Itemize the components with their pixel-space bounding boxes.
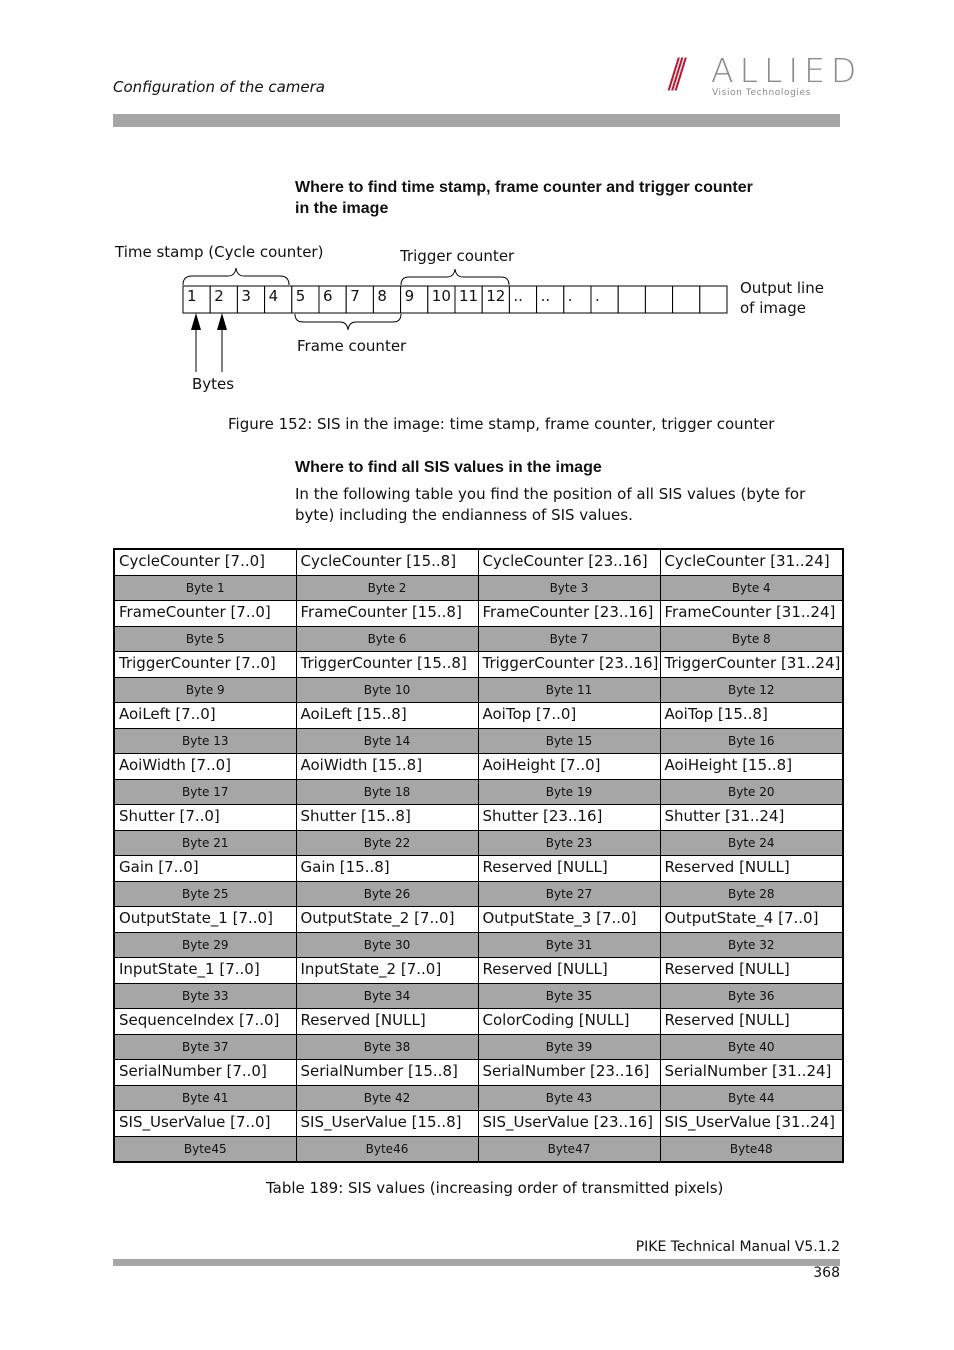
table-cell-field: AoiWidth [7..0] bbox=[114, 754, 296, 780]
table-cell-byte: Byte 22 bbox=[296, 831, 478, 856]
sis-table-body bbox=[114, 549, 843, 1162]
table-cell-field: AoiTop [7..0] bbox=[478, 703, 660, 729]
table-cell-byte: Byte 8 bbox=[660, 627, 843, 652]
table-row-names bbox=[114, 1111, 843, 1137]
table-cell-field: Reserved [NULL] bbox=[478, 958, 660, 984]
table-row-bytes bbox=[114, 831, 843, 856]
table-row-bytes bbox=[114, 1086, 843, 1111]
table-row-names bbox=[114, 703, 843, 729]
table-cell-byte: Byte 10 bbox=[296, 678, 478, 703]
table-cell-byte: Byte 39 bbox=[478, 1035, 660, 1060]
table-cell-field: Shutter [23..16] bbox=[478, 805, 660, 831]
diagram-cell-label: 11 bbox=[459, 287, 479, 305]
table-row-names bbox=[114, 907, 843, 933]
diagram-cell-label: .. bbox=[540, 287, 551, 305]
table-cell-field: SIS_UserValue [7..0] bbox=[114, 1111, 296, 1137]
table-cell-byte: Byte 16 bbox=[660, 729, 843, 754]
table-cell-field: FrameCounter [15..8] bbox=[296, 601, 478, 627]
table-cell-byte: Byte 37 bbox=[114, 1035, 296, 1060]
table-row-bytes bbox=[114, 933, 843, 958]
table-cell-field: CycleCounter [7..0] bbox=[114, 549, 296, 576]
table-cell-field: OutputState_4 [7..0] bbox=[660, 907, 843, 933]
table-cell-field: CycleCounter [31..24] bbox=[660, 549, 843, 576]
table-row-bytes bbox=[114, 678, 843, 703]
table-row-names bbox=[114, 652, 843, 678]
table-cell-byte: Byte 35 bbox=[478, 984, 660, 1009]
diagram-cells bbox=[183, 286, 727, 313]
table-cell-field: SIS_UserValue [23..16] bbox=[478, 1111, 660, 1137]
header-section-title: Configuration of the camera bbox=[113, 78, 325, 96]
table-cell-field: CycleCounter [15..8] bbox=[296, 549, 478, 576]
label-output-line-1: Output line bbox=[740, 279, 824, 297]
table-cell-byte: Byte 13 bbox=[114, 729, 296, 754]
diagram-cell bbox=[673, 286, 700, 313]
table-cell-field: Reserved [NULL] bbox=[660, 1009, 843, 1035]
table-cell-field: Shutter [15..8] bbox=[296, 805, 478, 831]
diagram-cell-label: 2 bbox=[214, 287, 224, 305]
table-cell-byte: Byte 20 bbox=[660, 780, 843, 805]
table-cell-field: Reserved [NULL] bbox=[660, 856, 843, 882]
table-cell-field: AoiWidth [15..8] bbox=[296, 754, 478, 780]
table-cell-byte: Byte 42 bbox=[296, 1086, 478, 1111]
table-cell-byte: Byte45 bbox=[114, 1137, 296, 1163]
table-cell-byte: Byte 1 bbox=[114, 576, 296, 601]
table-row-names bbox=[114, 754, 843, 780]
table-cell-field: OutputState_2 [7..0] bbox=[296, 907, 478, 933]
footer-divider bbox=[113, 1259, 840, 1266]
table-cell-field: SerialNumber [15..8] bbox=[296, 1060, 478, 1086]
table-cell-byte: Byte 41 bbox=[114, 1086, 296, 1111]
table-row-bytes bbox=[114, 1137, 843, 1163]
diagram-cell-label: . bbox=[567, 287, 573, 305]
table-cell-byte: Byte 36 bbox=[660, 984, 843, 1009]
table-row-names bbox=[114, 549, 843, 576]
figure-caption: Figure 152: SIS in the image: time stamp, frame counter, trigger counter bbox=[228, 415, 775, 433]
diagram-cell-label: 3 bbox=[241, 287, 251, 305]
label-frame-counter: Frame counter bbox=[297, 337, 407, 355]
table-row-names bbox=[114, 1060, 843, 1086]
diagram-cell-label: 8 bbox=[377, 287, 387, 305]
diagram-cell-label: 12 bbox=[486, 287, 506, 305]
table-cell-field: AoiHeight [7..0] bbox=[478, 754, 660, 780]
table-cell-field: OutputState_1 [7..0] bbox=[114, 907, 296, 933]
arrow-byte-1-head bbox=[191, 313, 201, 330]
table-row-bytes bbox=[114, 576, 843, 601]
table-cell-field: ColorCoding [NULL] bbox=[478, 1009, 660, 1035]
logo-subtitle: Vision Technologies bbox=[712, 88, 811, 98]
table-cell-byte: Byte46 bbox=[296, 1137, 478, 1163]
table-cell-byte: Byte 12 bbox=[660, 678, 843, 703]
table-cell-field: AoiLeft [7..0] bbox=[114, 703, 296, 729]
label-time-stamp: Time stamp (Cycle counter) bbox=[115, 243, 324, 261]
brace-time-stamp bbox=[183, 268, 289, 285]
diagram-cell bbox=[700, 286, 727, 313]
table-cell-byte: Byte47 bbox=[478, 1137, 660, 1163]
table-cell-field: AoiLeft [15..8] bbox=[296, 703, 478, 729]
table-cell-field: Shutter [7..0] bbox=[114, 805, 296, 831]
diagram-cell-label: 7 bbox=[350, 287, 360, 305]
table-caption: Table 189: SIS values (increasing order of transmitted pixels) bbox=[266, 1179, 724, 1197]
table-row-bytes bbox=[114, 882, 843, 907]
table-row-names bbox=[114, 856, 843, 882]
table-row-bytes bbox=[114, 1035, 843, 1060]
table-cell-field: SerialNumber [23..16] bbox=[478, 1060, 660, 1086]
diagram-cell-label: 5 bbox=[295, 287, 306, 305]
table-cell-byte: Byte 23 bbox=[478, 831, 660, 856]
table-cell-byte: Byte 29 bbox=[114, 933, 296, 958]
section-heading-sis-values: Where to find all SIS values in the image bbox=[295, 459, 602, 476]
section-heading-line-2: in the image bbox=[295, 200, 389, 217]
diagram-cell bbox=[645, 286, 672, 313]
table-cell-field: Gain [7..0] bbox=[114, 856, 296, 882]
label-output-line-2: of image bbox=[740, 299, 806, 317]
table-row-bytes bbox=[114, 780, 843, 805]
section-heading-line-1: Where to find time stamp, frame counter and trigger counter bbox=[295, 179, 753, 196]
footer-page-number: 368 bbox=[813, 1265, 840, 1281]
table-cell-byte: Byte 17 bbox=[114, 780, 296, 805]
table-cell-byte: Byte 40 bbox=[660, 1035, 843, 1060]
table-cell-byte: Byte 19 bbox=[478, 780, 660, 805]
table-row-bytes bbox=[114, 729, 843, 754]
table-cell-byte: Byte 43 bbox=[478, 1086, 660, 1111]
table-cell-byte: Byte 7 bbox=[478, 627, 660, 652]
table-cell-byte: Byte48 bbox=[660, 1137, 843, 1163]
table-cell-field: SequenceIndex [7..0] bbox=[114, 1009, 296, 1035]
table-cell-field: InputState_1 [7..0] bbox=[114, 958, 296, 984]
sis-values-table bbox=[113, 548, 844, 1163]
table-cell-byte: Byte 30 bbox=[296, 933, 478, 958]
table-cell-byte: Byte 26 bbox=[296, 882, 478, 907]
table-row-names bbox=[114, 601, 843, 627]
table-row-names bbox=[114, 805, 843, 831]
table-cell-field: SIS_UserValue [31..24] bbox=[660, 1111, 843, 1137]
table-cell-field: TriggerCounter [23..16] bbox=[478, 652, 660, 678]
table-cell-field: OutputState_3 [7..0] bbox=[478, 907, 660, 933]
table-cell-byte: Byte 27 bbox=[478, 882, 660, 907]
table-cell-byte: Byte 24 bbox=[660, 831, 843, 856]
table-cell-field: Gain [15..8] bbox=[296, 856, 478, 882]
table-cell-byte: Byte 9 bbox=[114, 678, 296, 703]
table-cell-field: AoiHeight [15..8] bbox=[660, 754, 843, 780]
table-cell-byte: Byte 11 bbox=[478, 678, 660, 703]
table-row-bytes bbox=[114, 627, 843, 652]
diagram-cell-label: 9 bbox=[404, 287, 415, 305]
logo-slashes: /// bbox=[667, 51, 678, 97]
brace-frame-counter bbox=[295, 314, 401, 330]
table-cell-field: Reserved [NULL] bbox=[296, 1009, 478, 1035]
diagram-cell-label: 10 bbox=[431, 287, 451, 305]
table-cell-byte: Byte 21 bbox=[114, 831, 296, 856]
table-cell-field: FrameCounter [23..16] bbox=[478, 601, 660, 627]
table-cell-byte: Byte 31 bbox=[478, 933, 660, 958]
label-bytes: Bytes bbox=[192, 375, 235, 393]
table-cell-field: InputState_2 [7..0] bbox=[296, 958, 478, 984]
table-cell-field: FrameCounter [31..24] bbox=[660, 601, 843, 627]
table-cell-byte: Byte 15 bbox=[478, 729, 660, 754]
table-row-names bbox=[114, 1009, 843, 1035]
table-cell-byte: Byte 3 bbox=[478, 576, 660, 601]
table-cell-byte: Byte 6 bbox=[296, 627, 478, 652]
brace-trigger-counter bbox=[401, 269, 509, 285]
table-cell-byte: Byte 28 bbox=[660, 882, 843, 907]
table-cell-field: TriggerCounter [15..8] bbox=[296, 652, 478, 678]
diagram-cell-label: 1 bbox=[187, 287, 197, 305]
table-cell-field: AoiTop [15..8] bbox=[660, 703, 843, 729]
diagram-cell-label: 4 bbox=[268, 287, 279, 305]
table-cell-field: SerialNumber [31..24] bbox=[660, 1060, 843, 1086]
section-body-text: In the following table you find the position of all SIS values (byte for byte) including the endianness of SIS values. bbox=[295, 485, 806, 524]
label-trigger-counter: Trigger counter bbox=[400, 247, 515, 265]
label-output-line bbox=[740, 278, 824, 318]
table-cell-byte: Byte 18 bbox=[296, 780, 478, 805]
table-cell-byte: Byte 5 bbox=[114, 627, 296, 652]
table-cell-field: Reserved [NULL] bbox=[478, 856, 660, 882]
table-cell-byte: Byte 14 bbox=[296, 729, 478, 754]
table-cell-field: FrameCounter [7..0] bbox=[114, 601, 296, 627]
table-cell-field: Shutter [31..24] bbox=[660, 805, 843, 831]
table-cell-field: SIS_UserValue [15..8] bbox=[296, 1111, 478, 1137]
footer-manual-title: PIKE Technical Manual V5.1.2 bbox=[635, 1239, 840, 1255]
table-cell-byte: Byte 33 bbox=[114, 984, 296, 1009]
table-cell-byte: Byte 4 bbox=[660, 576, 843, 601]
table-cell-field: TriggerCounter [31..24] bbox=[660, 652, 843, 678]
table-cell-field: TriggerCounter [7..0] bbox=[114, 652, 296, 678]
arrow-byte-2-head bbox=[217, 313, 227, 330]
table-cell-byte: Byte 44 bbox=[660, 1086, 843, 1111]
table-cell-byte: Byte 34 bbox=[296, 984, 478, 1009]
table-row-names bbox=[114, 958, 843, 984]
table-cell-byte: Byte 25 bbox=[114, 882, 296, 907]
table-cell-field: CycleCounter [23..16] bbox=[478, 549, 660, 576]
sis-diagram bbox=[0, 0, 954, 400]
table-row-bytes bbox=[114, 984, 843, 1009]
table-cell-byte: Byte 32 bbox=[660, 933, 843, 958]
diagram-cell-label: .. bbox=[513, 287, 523, 305]
diagram-cell-label: 6 bbox=[323, 287, 333, 305]
logo-word: ALLIED bbox=[711, 51, 863, 90]
table-cell-field: Reserved [NULL] bbox=[660, 958, 843, 984]
diagram-graphics bbox=[0, 0, 954, 400]
diagram-cell-label: . bbox=[595, 287, 600, 305]
table-cell-byte: Byte 2 bbox=[296, 576, 478, 601]
table-cell-field: SerialNumber [7..0] bbox=[114, 1060, 296, 1086]
table-cell-byte: Byte 38 bbox=[296, 1035, 478, 1060]
diagram-cell bbox=[618, 286, 645, 313]
